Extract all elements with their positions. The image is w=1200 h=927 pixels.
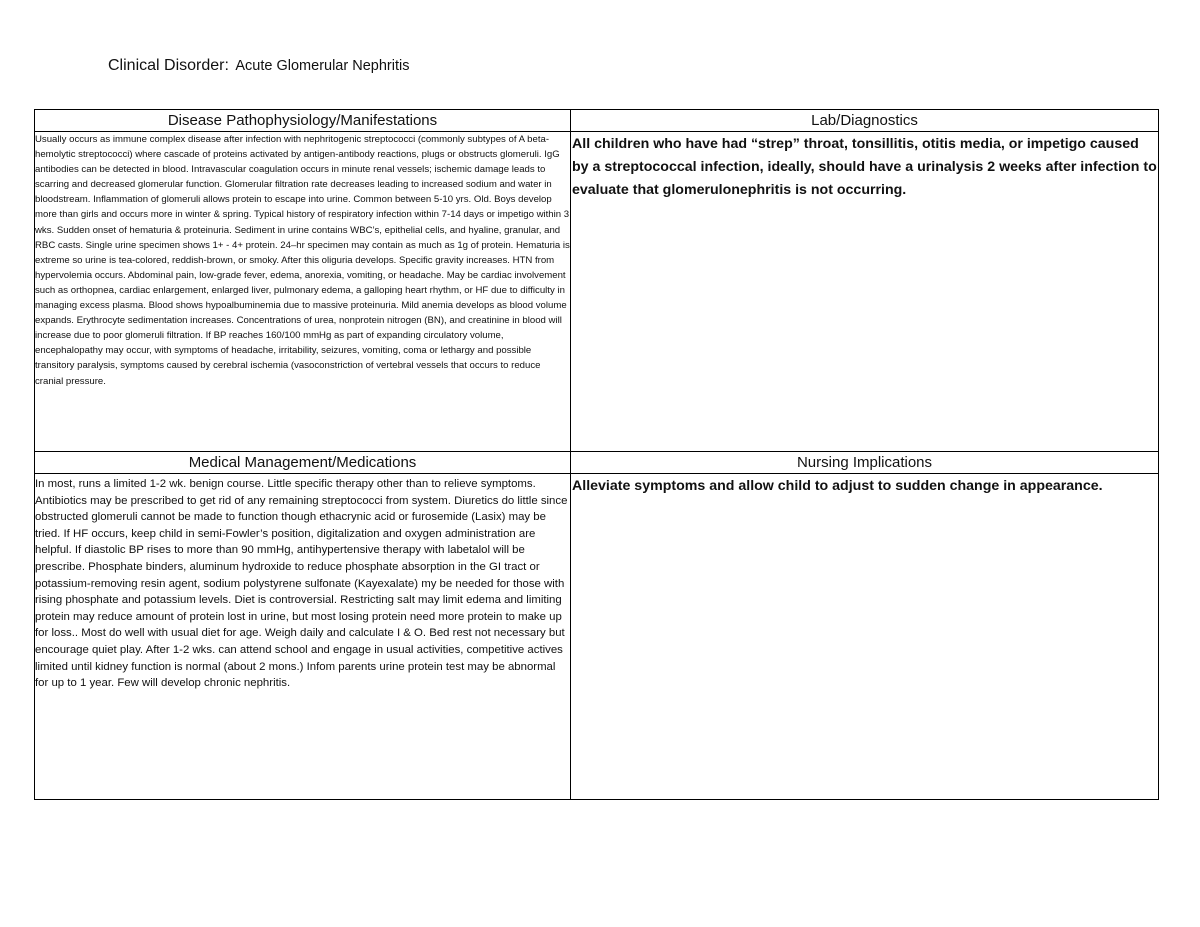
pathophysiology-text: Usually occurs as immune complex disease after infection with nephritogenic streptococci (commonly subtypes of A beta-hemolytic streptococci) where cascade of proteins activated by antigen-antibody reactions, plugs or obstructs glomeruli. IgG antibodies can be detected in blood. Intravascular coagulation occurs in minute renal vessels; ischemic damage leads to scarring and decreased glomerular function. Glomerular filtration rate decreases leading to increased sodium and water in bloodstream. Inflammation of glomeruli allows protein to escape into urine. Common between 5-10 yrs. Old. Boys develop more than girls and occurs more in winter & spring. Typical history of respiratory infection within 7-14 days or impetigo within 3 wks. Sudden onset of hematuria & proteinuria. Sediment in urine contains WBC’s, epithelial cells, and hyaline, granular, and RBC casts. Single urine specimen shows 1+ - 4+ protein. 24–hr specimen may contain as much as 1g of protein. Hematuria is extreme so urine is tea-colored, reddish-brown, or smoky. After this oliguria develops. Specific gravity increases. HTN from hypervolemia occurs. Abdominal pain, low-grade fever, edema, anorexia, vomiting, or headache. May be cardiac involvement such as orthopnea, cardiac enlargement, enlarged liver, pulmonary edema, a galloping heart rhythm, or HF due to difficulty in managing excess plasma. Blood shows hypoalbuminemia due to massive proteinuria. Mild anemia develops as blood volume expands. Erythrocyte sedimentation increases. Concentrations of urea, nonprotein nitrogen (BN), and creatinine in blood will increase due to poor glomeruli filtration. If BP reaches 160/100 mmHg as part of expanding circulatory volume, encephalopathy may occur, with symptoms of headache, irritability, seizures, vomiting, coma or lethargy and possible transitory paralysis, symptoms caused by cerebral ischemia (vasoconstriction of vertebral vessels that occurs to reduce cranial pressure. (35, 134, 570, 387)
medical-text: In most, runs a limited 1-2 wk. benign course. Little specific therapy other than to relieve symptoms. Antibiotics may be prescribed to get rid of any remaining streptococci from system. Diuretics do little since obstructed glomeruli cannot be made to function though ethacrynic acid or furosemide (Lasix) may be tried. If HF occurs, keep child in semi-Fowler’s position, digitalization and oxygen administration are helpful. If diastolic BP rises to more than 90 mmHg, antihypertensive therapy with labetalol will be prescribe. Phosphate binders, aluminum hydroxide to reduce phosphate absorption in the GI tract or potassium-removing resin agent, sodium polystyrene sulfonate (Kayexalate) my be needed for those with rising phosphate and potassium levels. Diet is controversial. Restricting salt may limit edema and limiting protein may reduce amount of protein lost in urine, but most losing protein need more protein to make up for loss.. Most do well with usual diet for age. Weigh daily and calculate I & O. Bed rest not necessary but encourage quiet play. After 1-2 wks. can attend school and engage in usual activities, competitive actives limited until kidney function is normal (about 2 mons.) Infom parents urine protein test may be abnormal for up to 1 year. Few will develop chronic nephritis. (35, 478, 568, 690)
lab-cell (571, 132, 1159, 452)
header-row-1 (35, 110, 1159, 132)
pathophysiology-cell (35, 132, 571, 452)
nursing-text: Alleviate symptoms and allow child to adjust to sudden change in appearance. (572, 478, 1103, 494)
medical-cell (35, 474, 571, 800)
worksheet-table (34, 109, 1159, 800)
header-row-2 (35, 452, 1159, 474)
nursing-header: Nursing Implications (571, 452, 1159, 474)
nursing-cell (571, 474, 1159, 800)
content-row-2 (35, 474, 1159, 800)
lab-text: All children who have had “strep” throat, tonsillitis, otitis media, or impetigo caused by a streptococcal infection, ideally, should have a urinalysis 2 weeks after infection to evaluate that glomerulonephritis is not occurring. (572, 136, 1157, 198)
medical-header: Medical Management/Medications (35, 452, 571, 474)
lab-header: Lab/Diagnostics (571, 110, 1159, 132)
page-title (108, 57, 409, 75)
title-label: Clinical Disorder: (108, 57, 229, 74)
content-row-1 (35, 132, 1159, 452)
pathophysiology-header: Disease Pathophysiology/Manifestations (35, 110, 571, 132)
title-value: Acute Glomerular Nephritis (235, 58, 410, 74)
